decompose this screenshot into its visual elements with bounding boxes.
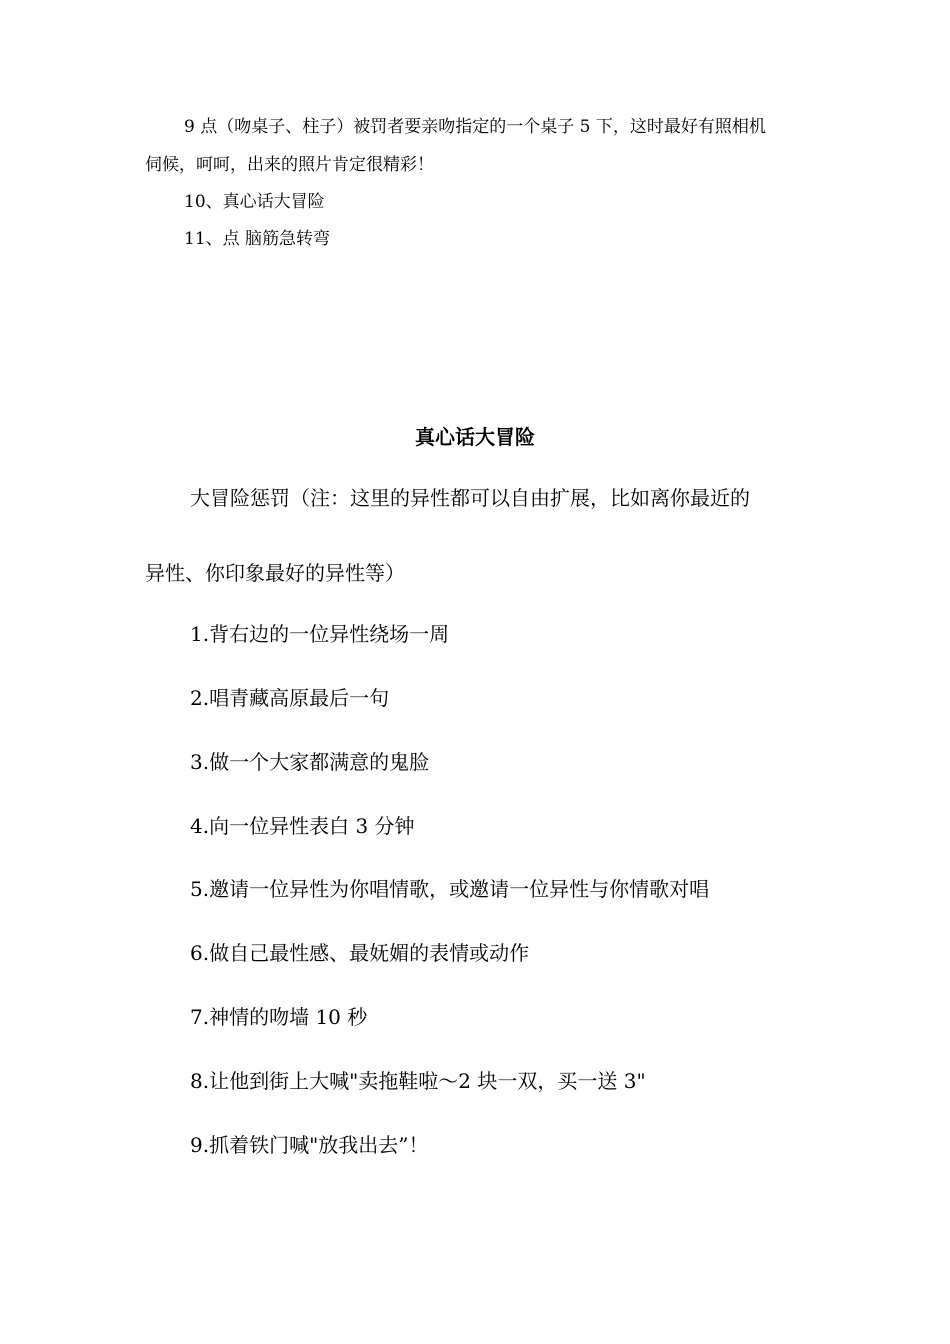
list-item: 2.唱青藏高原最后一句 — [190, 686, 390, 710]
intro-line1: 大冒险惩罚（注：这里的异性都可以自由扩展，比如离你最近的 — [190, 486, 750, 510]
list-item: 6.做自己最性感、最妩媚的表情或动作 — [190, 941, 530, 965]
list-item: 4.向一位异性表白 3 分钟 — [190, 814, 415, 838]
list-item: 5.邀请一位异性为你唱情歌，或邀请一位异性与你情歌对唱 — [190, 877, 710, 901]
section-title: 真心话大冒险 — [415, 425, 535, 449]
intro-line2: 异性、你印象最好的异性等） — [145, 561, 405, 585]
list-item: 3.做一个大家都满意的鬼脸 — [190, 750, 430, 774]
list-item: 7.神情的吻墙 10 秒 — [190, 1005, 368, 1029]
list-item: 1.背右边的一位异性绕场一周 — [190, 622, 450, 646]
list-item: 8.让他到街上大喊"卖拖鞋啦～2 块一双，买一送 3" — [190, 1069, 646, 1093]
item11: 11、点 脑筋急转弯 — [184, 229, 331, 249]
item9-line1: 9 点（吻桌子、柱子）被罚者要亲吻指定的一个桌子 5 下，这时最好有照相机 — [184, 117, 766, 137]
list-item: 9.抓着铁门喊"放我出去”！ — [190, 1133, 429, 1157]
item9-line2: 伺候，呵呵，出来的照片肯定很精彩！ — [145, 155, 434, 175]
item10: 10、真心话大冒险 — [184, 192, 325, 212]
